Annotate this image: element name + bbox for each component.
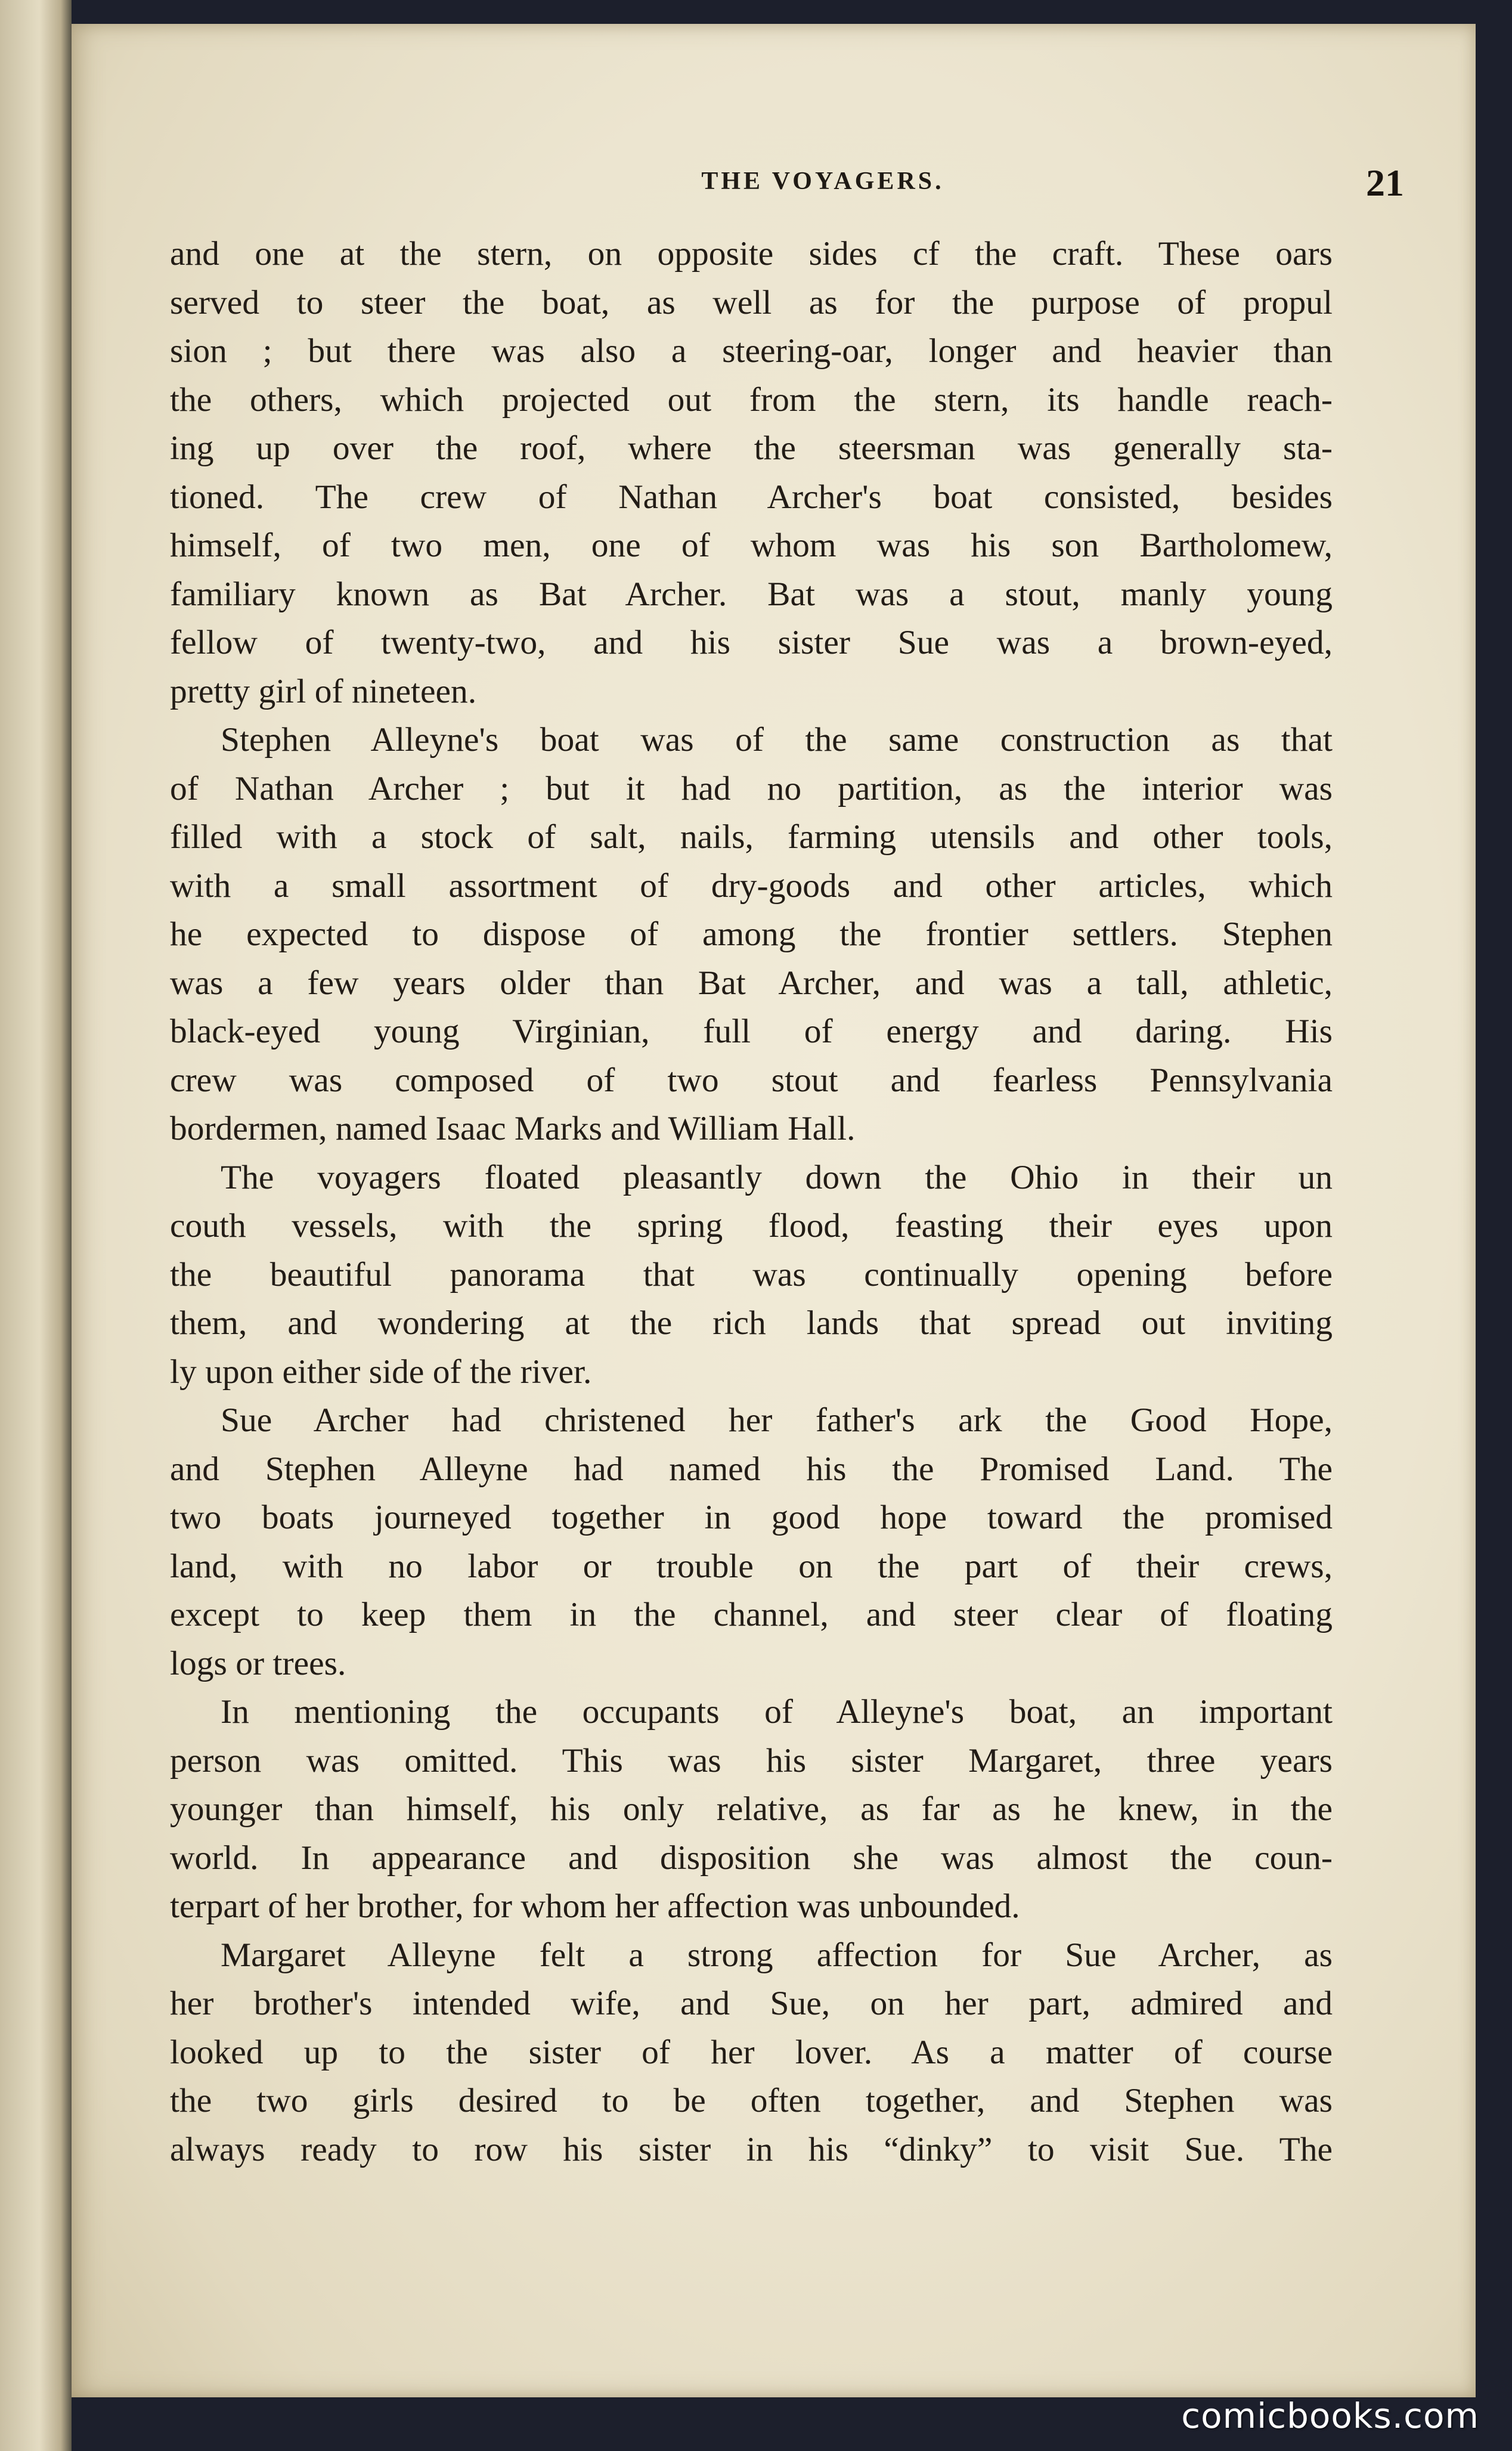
text-line: familiary known as Bat Archer. Bat was a stout, manly young — [170, 575, 1333, 613]
text-line: them, and wondering at the rich lands that spread out inviting — [170, 1304, 1333, 1342]
body-text — [170, 230, 1333, 2174]
text-line: two boats journeyed together in good hope toward the promised — [170, 1499, 1333, 1536]
text-line: crew was composed of two stout and fearless Pennsylvania — [170, 1061, 1333, 1099]
text-line: person was omitted. This was his sister Margaret, three years — [170, 1741, 1333, 1780]
text-line: served to steer the boat, as well as for the purpose of propul — [170, 283, 1333, 321]
paragraph — [170, 716, 1333, 1153]
text-line: logs or trees. — [170, 1644, 346, 1682]
text-line: sion ; but there was also a steering-oar, longer and heavier than — [170, 332, 1333, 370]
text-line: black-eyed young Virginian, full of energy and daring. His — [170, 1013, 1333, 1050]
text-line: himself, of two men, one of whom was his son Bartholomew, — [170, 527, 1333, 564]
text-line: terpart of her brother, for whom her affection was unbounded. — [170, 1887, 1020, 1925]
paragraph — [170, 1688, 1333, 1931]
text-line: with a small assortment of dry-goods and other articles, which — [170, 866, 1333, 905]
text-line: Stephen Alleyne's boat was of the same construction as that — [221, 721, 1333, 759]
text-line: the two girls desired to be often together, and Stephen was — [170, 2082, 1333, 2119]
text-line: The voyagers floated pleasantly down the Ohio in their un — [221, 1158, 1333, 1196]
paragraph — [170, 230, 1333, 716]
paragraph — [170, 1931, 1333, 2174]
text-line: Margaret Alleyne felt a strong affection for Sue Archer, as — [221, 1936, 1333, 1974]
text-line: except to keep them in the channel, and steer clear of floating — [170, 1596, 1333, 1633]
text-line: In mentioning the occupants of Alleyne's boat, an important — [221, 1693, 1333, 1731]
text-line: the beautiful panorama that was continually opening before — [170, 1255, 1333, 1293]
text-line: ing up over the roof, where the steersman was generally sta- — [170, 429, 1333, 467]
text-line: pretty girl of nineteen. — [170, 672, 477, 710]
text-line: world. In appearance and disposition she was almost the coun- — [170, 1839, 1333, 1877]
page-header — [241, 161, 1404, 209]
text-line: fellow of twenty-two, and his sister Sue was a brown-eyed, — [170, 624, 1333, 661]
text-line: ly upon either side of the river. — [170, 1353, 592, 1391]
page-number: 21 — [1366, 162, 1404, 204]
text-line: and one at the stern, on opposite sides cf the craft. These oars — [170, 235, 1333, 273]
text-line: the others, which projected out from the stern, its handle reach- — [170, 380, 1333, 419]
text-line: and Stephen Alleyne had named his the Promised Land. The — [170, 1450, 1333, 1488]
text-line: younger than himself, his only relative, as far as he knew, in the — [170, 1790, 1333, 1828]
text-line: land, with no labor or trouble on the part of their crews, — [170, 1547, 1333, 1585]
watermark: comicbooks.com — [1181, 2396, 1479, 2436]
left-page-edge — [0, 0, 72, 2451]
text-line: filled with a stock of salt, nails, farming utensils and other tools, — [170, 818, 1333, 856]
paragraph — [170, 1396, 1333, 1688]
text-line: looked up to the sister of her lover. As a matter of course — [170, 2033, 1333, 2071]
text-line: he expected to dispose of among the frontier settlers. Stephen — [170, 915, 1333, 953]
text-line: bordermen, named Isaac Marks and William Hall. — [170, 1110, 856, 1147]
text-line: tioned. The crew of Nathan Archer's boat consisted, besides — [170, 478, 1333, 516]
text-line: always ready to row his sister in his “dinky” to visit Sue. The — [170, 2130, 1333, 2168]
text-line: was a few years older than Bat Archer, and was a tall, athletic, — [170, 964, 1333, 1002]
text-line: of Nathan Archer ; but it had no partition, as the interior was — [170, 769, 1333, 807]
text-line: her brother's intended wife, and Sue, on her part, admired and — [170, 1985, 1333, 2022]
text-line: couth vessels, with the spring flood, feasting their eyes upon — [170, 1207, 1333, 1245]
paragraph — [170, 1153, 1333, 1397]
running-head: THE VOYAGERS. — [701, 168, 944, 195]
text-line: Sue Archer had christened her father's ark the Good Hope, — [221, 1401, 1333, 1439]
